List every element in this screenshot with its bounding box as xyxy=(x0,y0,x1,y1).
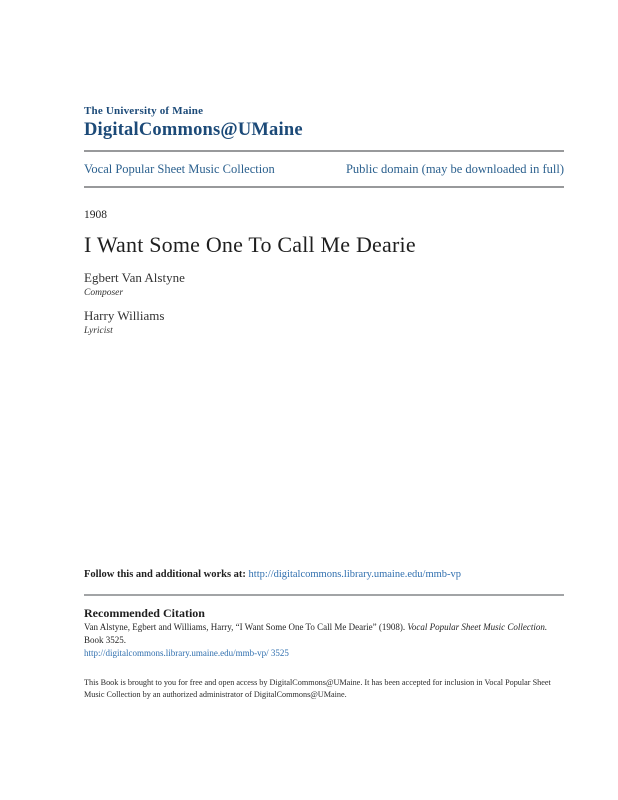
contributor-role: Composer xyxy=(84,288,124,298)
contributor-role: Lyricist xyxy=(84,326,113,336)
collection-url-link[interactable]: http://digitalcommons.library.umaine.edu/mmb-vp xyxy=(248,569,462,580)
collection-bar xyxy=(84,162,564,177)
access-statement: This Book is brought to you for free and open access by DigitalCommons@UMaine. It has been accepted for inclusion in Vocal Popular Sheet Music Collection by an authorized administrator of DigitalCommons@UMaine. xyxy=(84,678,551,699)
document-title: I Want Some One To Call Me Dearie xyxy=(84,232,416,257)
citation-block xyxy=(84,621,558,660)
citation-text: Van Alstyne, Egbert and Williams, Harry, “I Want Some One To Call Me Dearie” (1908). Vocal Popular Sheet Music Collection. Book 3525. xyxy=(84,622,548,645)
site-wordmark[interactable]: DigitalCommons@UMaine xyxy=(84,120,303,140)
collection-link[interactable]: Vocal Popular Sheet Music Collection xyxy=(84,162,275,176)
follow-divider xyxy=(84,594,564,596)
contributor-name[interactable]: Egbert Van Alstyne xyxy=(84,270,185,285)
contributor-name[interactable]: Harry Williams xyxy=(84,308,165,323)
citation-url-link[interactable]: http://digitalcommons.library.umaine.edu/mmb-vp/ 3525 xyxy=(84,648,289,658)
publication-year: 1908 xyxy=(84,209,107,221)
rights-statement[interactable]: Public domain (may be downloaded in full) xyxy=(345,162,564,176)
header-divider xyxy=(84,150,564,152)
collection-bar-divider xyxy=(84,186,564,188)
citation-source-title: Vocal Popular Sheet Music Collection. xyxy=(407,622,548,632)
follow-line xyxy=(84,569,564,580)
institution-name: The University of Maine xyxy=(84,105,204,117)
recommended-citation-heading: Recommended Citation xyxy=(84,606,205,620)
follow-label: Follow this and additional works at: xyxy=(84,569,249,580)
